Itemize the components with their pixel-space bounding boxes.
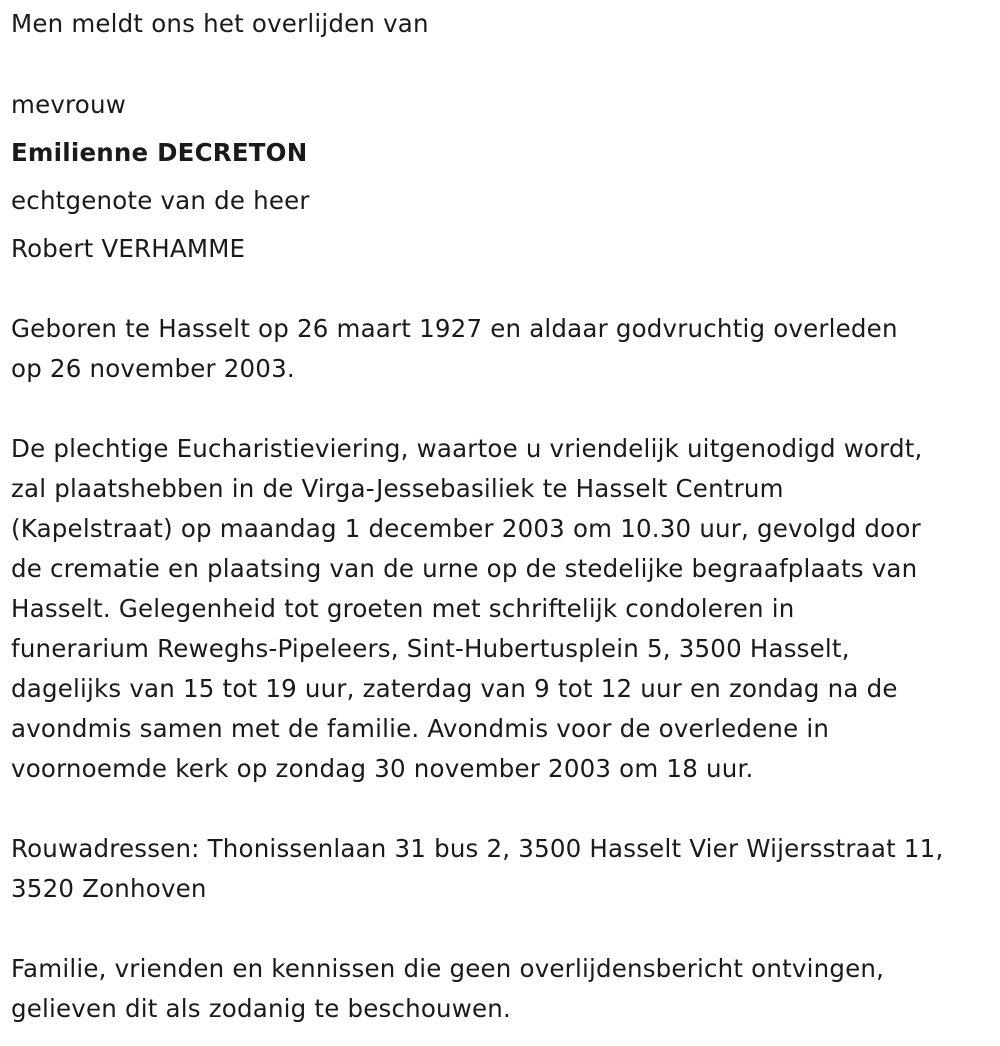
ceremony-line-2: zal plaatshebben in de Virga-Jessebasiliek te Hasselt Centrum	[11, 474, 784, 503]
intro-text: Men meldt ons het overlijden van	[11, 9, 429, 38]
spouse-name: Robert VERHAMME	[11, 234, 246, 263]
ceremony-line-9: voornoemde kerk op zondag 30 november 2003 om 18 uur.	[11, 754, 754, 783]
deceased-name: Emilienne DECRETON	[11, 138, 308, 167]
addresses-line-2: 3520 Zonhoven	[11, 874, 207, 903]
addresses-line-1: Rouwadressen: Thonissenlaan 31 bus 2, 3500 Hasselt Vier Wijersstraat 11,	[11, 834, 944, 863]
ceremony-line-7: dagelijks van 15 tot 19 uur, zaterdag van 9 tot 12 uur en zondag na de	[11, 674, 898, 703]
ceremony-line-1: De plechtige Eucharistieviering, waartoe u vriendelijk uitgenodigd wordt,	[11, 434, 923, 463]
birth-death-line-2: op 26 november 2003.	[11, 354, 295, 383]
closing-line-1: Familie, vrienden en kennissen die geen overlijdensbericht ontvingen,	[11, 954, 885, 983]
ceremony-line-3: (Kapelstraat) op maandag 1 december 2003 om 10.30 uur, gevolgd door	[11, 514, 921, 543]
relation-text: echtgenote van de heer	[11, 186, 310, 215]
ceremony-line-5: Hasselt. Gelegenheid tot groeten met schriftelijk condoleren in	[11, 594, 795, 623]
ceremony-line-6: funerarium Reweghs-Pipeleers, Sint-Hubertusplein 5, 3500 Hasselt,	[11, 634, 850, 663]
ceremony-line-4: de crematie en plaatsing van de urne op de stedelijke begraafplaats van	[11, 554, 918, 583]
honorific: mevrouw	[11, 90, 126, 119]
birth-death-line-1: Geboren te Hasselt op 26 maart 1927 en aldaar godvruchtig overleden	[11, 314, 898, 343]
closing-line-2: gelieven dit als zodanig te beschouwen.	[11, 994, 512, 1023]
ceremony-line-8: avondmis samen met de familie. Avondmis voor de overledene in	[11, 714, 830, 743]
